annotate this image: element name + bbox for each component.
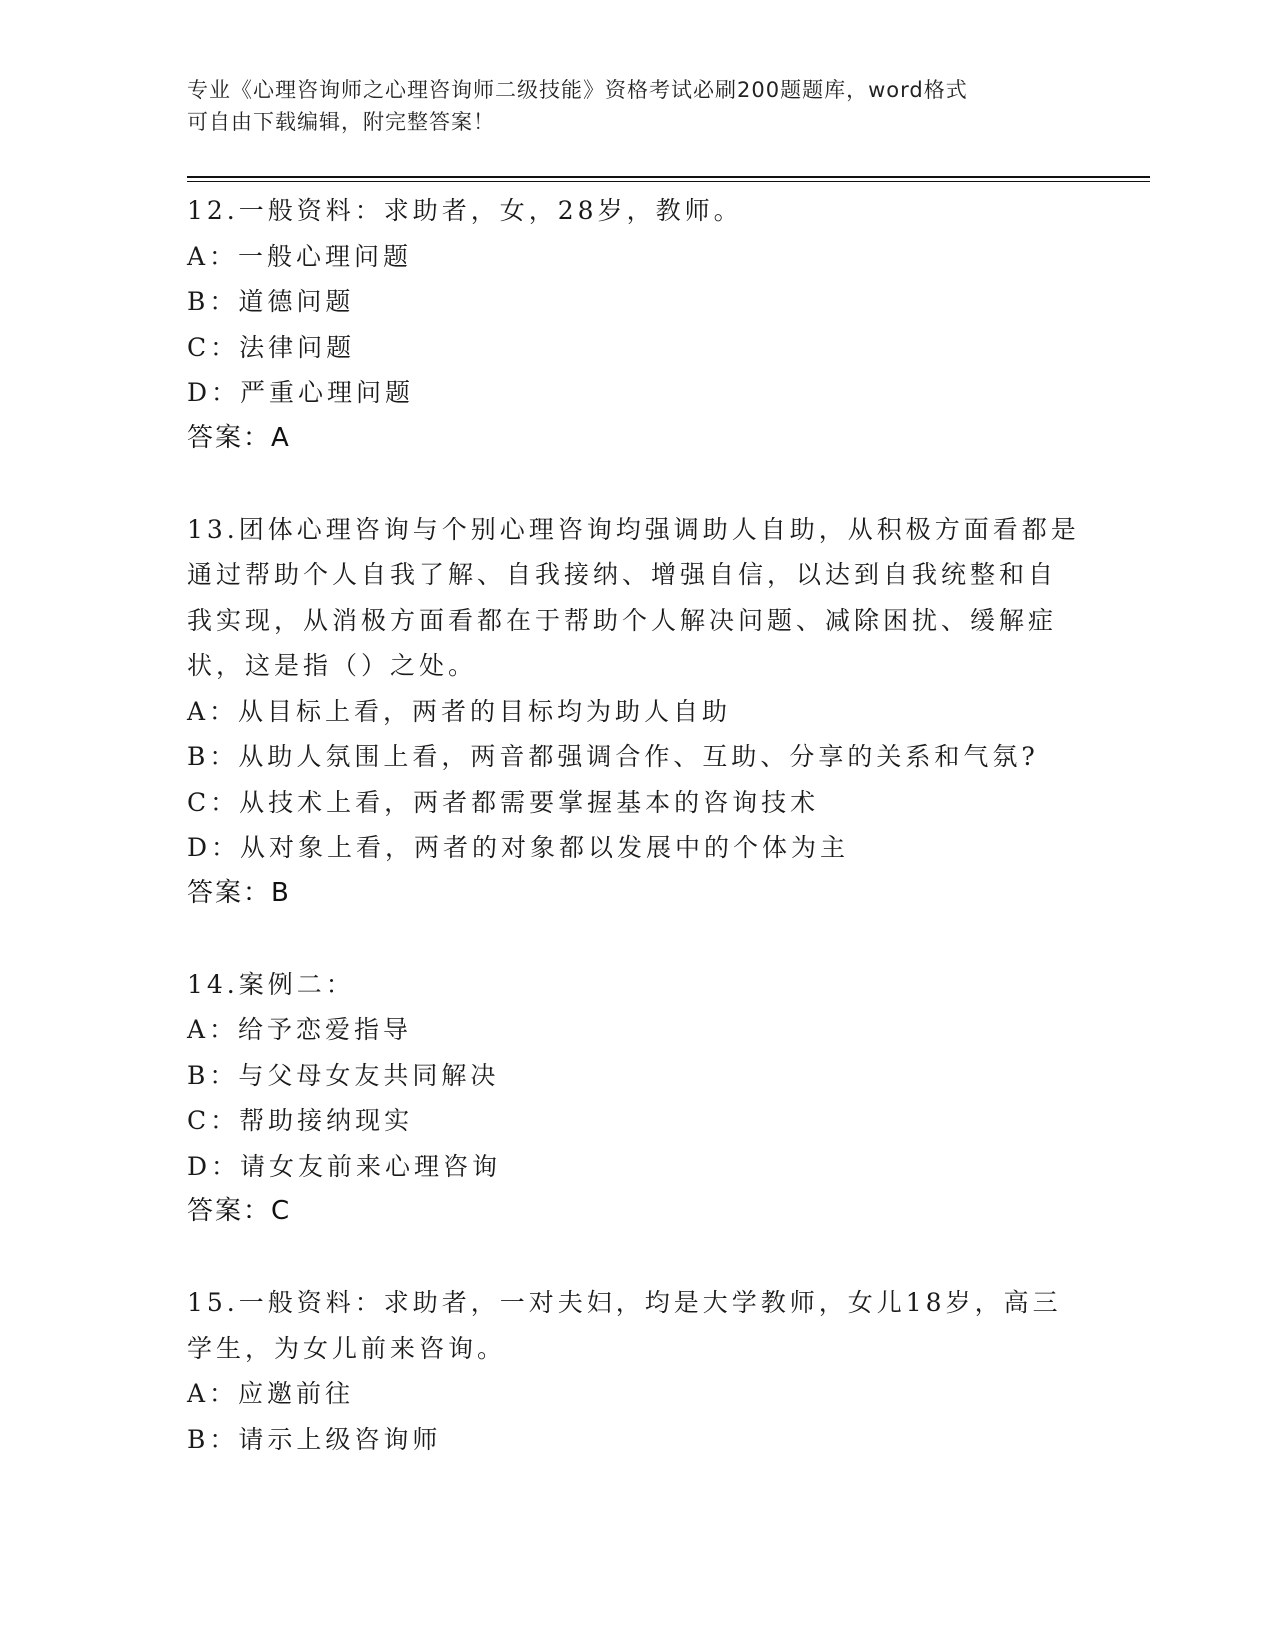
option-b: B：与父母女友共同解决: [187, 1060, 500, 1090]
question-block: [187, 188, 1087, 461]
header-divider-thin: [187, 181, 1150, 182]
question-stem: 学生，为女儿前来咨询。: [187, 1333, 507, 1363]
question-stem: 通过帮助个人自我了解、自我接纳、增强自信，以达到自我统整和自: [187, 560, 1058, 589]
header-line-2: 可自由下载编辑，附完整答案！: [187, 110, 495, 134]
question-list: [187, 188, 1087, 1462]
option-a: A：一般心理问题: [187, 241, 413, 271]
question-block: [187, 962, 1087, 1235]
option-a: A：给予恋爱指导: [187, 1015, 413, 1044]
option-d: D：从对象上看，两者的对象都以发展中的个体为主: [187, 833, 850, 862]
spacer: [187, 916, 1087, 962]
option-b: B：请示上级咨询师: [187, 1424, 442, 1454]
option-a: A：应邀前往: [187, 1379, 355, 1408]
option-c: C：从技术上看，两者都需要掌握基本的咨询技术: [187, 787, 820, 817]
header-line-1: 专业《心理咨询师之心理咨询师二级技能》资格考试必刷200题题库，word格式: [187, 78, 968, 102]
document-header: [187, 74, 1087, 138]
header-divider-thick: [187, 176, 1150, 178]
spacer: [187, 1235, 1087, 1281]
question-stem: 13.团体心理咨询与个别心理咨询均强调助人自助，从积极方面看都是: [187, 514, 1080, 544]
option-d: D：请女友前来心理咨询: [187, 1151, 502, 1181]
answer-line: 答案：A: [187, 422, 291, 453]
question-block: [187, 507, 1087, 917]
question-stem: 12.一般资料：求助者，女，28岁，教师。: [187, 196, 743, 225]
question-stem: 我实现，从消极方面看都在于帮助个人解决问题、减除困扰、缓解症: [187, 605, 1058, 635]
question-block: [187, 1280, 1087, 1462]
option-d: D：严重心理问题: [187, 378, 415, 407]
question-stem: 状，这是指（）之处。: [187, 651, 478, 680]
option-c: C：法律问题: [187, 332, 356, 362]
question-stem: 14.案例二：: [187, 969, 355, 999]
spacer: [187, 461, 1087, 507]
option-c: C：帮助接纳现实: [187, 1106, 414, 1135]
question-stem: 15.一般资料：求助者，一对夫妇，均是大学教师，女儿18岁，高三: [187, 1288, 1062, 1317]
answer-line: 答案：B: [187, 877, 291, 908]
answer-line: 答案：C: [187, 1196, 292, 1226]
option-b: B：道德问题: [187, 287, 355, 316]
option-a: A：从目标上看，两者的目标均为助人自助: [187, 696, 732, 726]
option-b: B：从助人氛围上看，两音都强调合作、互助、分享的关系和气氛?: [187, 742, 1039, 771]
